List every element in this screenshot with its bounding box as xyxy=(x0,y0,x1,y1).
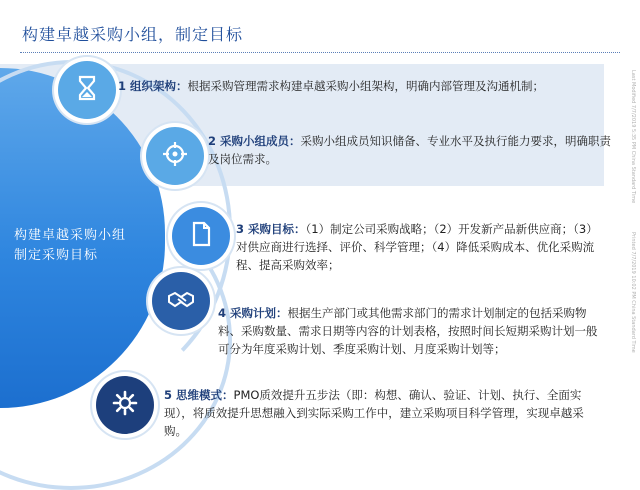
item-number: 3 xyxy=(236,222,245,236)
item-number: 1 xyxy=(118,79,127,93)
item-1 xyxy=(118,77,608,95)
hourglass-icon xyxy=(72,73,102,107)
side-note-printed: Printed 7/7/2019 10:02 PM China Standard Time xyxy=(630,232,636,353)
target-icon xyxy=(160,139,190,173)
side-note-modified: Last Modified 7/7/2019 5:35 PM China Standard Time xyxy=(630,70,636,204)
item-1-circle xyxy=(58,61,116,119)
item-5-circle xyxy=(96,376,154,434)
item-number: 5 xyxy=(164,388,173,402)
title-divider xyxy=(20,52,620,53)
item-heading: 组织架构： xyxy=(130,79,188,93)
item-body: （1）制定公司采购战略；（2）开发新产品新供应商；（3）对供应商进行选择、评价、科学管理；（4）降低采购成本、优化采购流程、提高采购效率； xyxy=(236,222,598,272)
item-5 xyxy=(164,386,604,440)
item-heading: 思维模式： xyxy=(176,388,234,402)
center-label xyxy=(14,226,154,266)
document-icon xyxy=(186,219,216,253)
item-4-circle xyxy=(152,272,210,330)
item-heading: 采购计划： xyxy=(230,306,288,320)
item-3-circle xyxy=(172,207,230,265)
page-title: 构建卓越采购小组，制定目标 xyxy=(22,25,244,44)
item-body: 采购小组成员知识储备、专业水平及执行能力要求，明确职责及岗位需求。 xyxy=(208,134,612,166)
item-2 xyxy=(208,132,618,168)
item-number: 2 xyxy=(208,134,217,148)
center-label-line: 构建卓越采购小组 xyxy=(14,228,127,243)
item-body: 根据生产部门或其他需求部门的需求计划制定的包括采购物料、采购数量、需求日期等内容的计划表格，按照时间长短期采购计划一般可分为年度采购计划、季度采购计划、月度采购计划等； xyxy=(218,306,598,356)
handshake-icon xyxy=(166,284,196,318)
item-heading: 采购小组成员： xyxy=(220,134,301,148)
item-4 xyxy=(218,304,608,358)
item-heading: 采购目标： xyxy=(248,222,306,236)
item-body: PMO质效提升五步法（即：构想、确认、验证、计划、执行、全面实现），将质效提升思想融入到实际采购工作中，建立采购项目科学管理，实现卓越采购。 xyxy=(164,388,584,438)
item-3 xyxy=(236,220,606,274)
gear-icon xyxy=(110,388,140,422)
item-body: 根据采购管理需求构建卓越采购小组架构，明确内部管理及沟通机制； xyxy=(187,79,545,93)
center-label-line: 制定采购目标 xyxy=(14,248,99,263)
item-number: 4 xyxy=(218,306,227,320)
item-2-circle xyxy=(146,127,204,185)
